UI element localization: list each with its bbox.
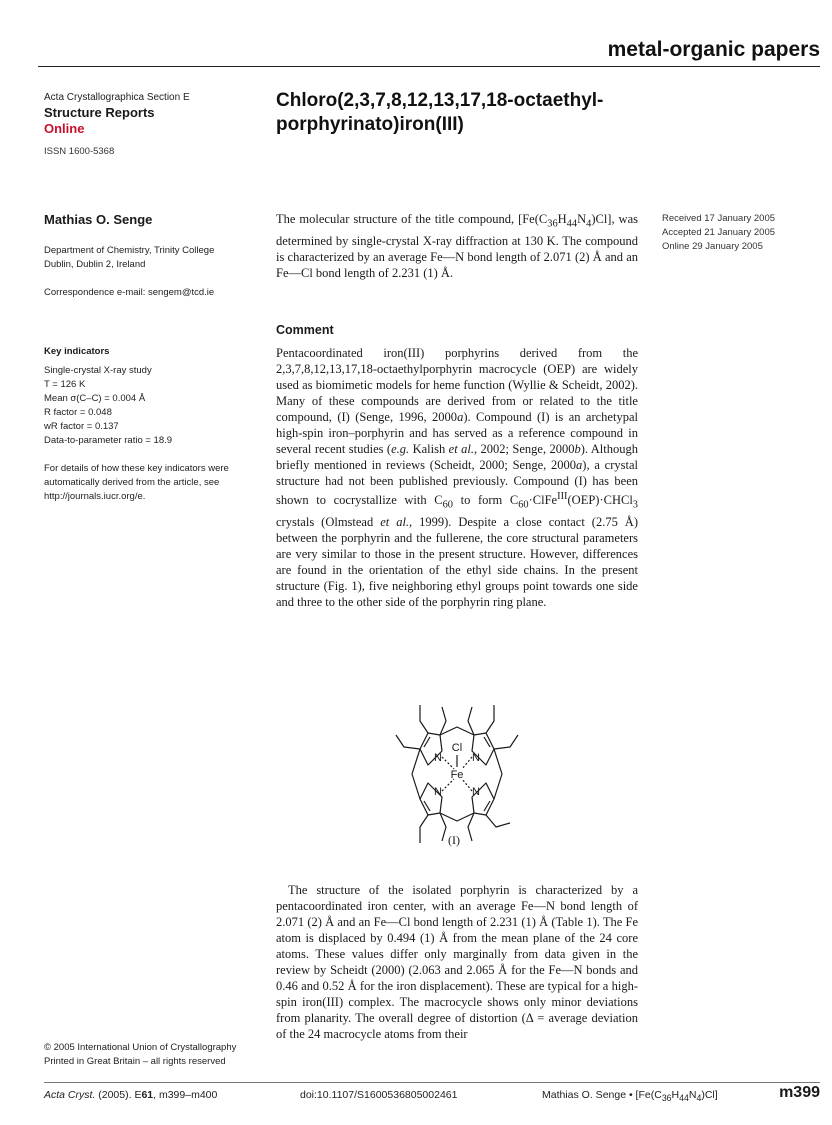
comment-heading: Comment bbox=[276, 323, 334, 337]
structure-paragraph: The structure of the isolated porphyrin is characterized by a pentacoordinated iron center, with an average Fe—N bond length of 2.071 (2) Å and an Fe—Cl bond length of 2.231 (1) Å (Table 1). The Fe atom is displaced by 0.494 (1) Å from the mean plane of the 24 core atoms. These values differ only marginally from data given in the review by Scheidt (2000) (2.063 and 2.065 Å for the Fe—N bonds and 0.46 and 0.52 Å for the iron displacement). These are typical for a high-spin iron(III) complex. The macrocycle shows only minor deviations from planarity. The overall degree of distortion (Δ = average deviation of the 24 macrocycle atoms from their bbox=[276, 883, 638, 1041]
paper-title-line2: porphyrinato)iron(III) bbox=[276, 114, 464, 135]
atom-fe: Fe bbox=[450, 769, 464, 781]
author-affiliation bbox=[44, 244, 259, 272]
abstract: The molecular structure of the title compound, $[Fe(C_{36}H_{44}N_4)Cl]$, was determined by single-crystal X-ray diffraction at 130 K. The compound is characterized by an average Fe—N bond length of 2.071 (2) Å and an Fe—Cl bond length of 2.231 (1) Å. bbox=[276, 212, 638, 280]
atom-n4: N bbox=[472, 786, 480, 798]
date-received: Received 17 January 2005 bbox=[662, 213, 776, 224]
footer-citation: Acta Cryst. (2005). E61, m399–m400 bbox=[44, 1089, 218, 1101]
footer-authors: Mathias O. Senge • $[Fe(C_{36}H_{44}N_4)Cl]$ bbox=[542, 1089, 718, 1104]
date-online: Online 29 January 2005 bbox=[662, 241, 763, 252]
atom-cl: Cl bbox=[451, 742, 463, 754]
ki-temperature: T = 126 K bbox=[44, 379, 86, 390]
affiliation-line2: Dublin, Dublin 2, Ireland bbox=[44, 259, 146, 270]
comment-body: Pentacoordinated iron(III) porphyrins derived from the 2,3,7,8,12,13,17,18-octaethylporphyrin macrocycle (OEP) are widely used as biomimetic models for heme function (Wyllie & Scheidt, 2002). Many of these compounds are derived from or related to the title compound, (I) (Senge, 1996, 2000a). Compound (I) is an archetypal high-spin iron–porphyrin and has served as a reference compound in several recent studies (e.g. Kalish et al., 2002; Senge, 2000b). Although briefly mentioned in reviews (Scheidt, 2000; Senge, 2000a), a crystal structure had not been published previously. Compound (I) has been shown to cocrystallize with $C_{60}$ to form $C_{60}\cdot ClFe^{III}(OEP)\cdot CHCl_3$ crystals (Olmstead et al., 1999). Despite a close contact (2.75 Å) between the porphyrin and the fullerene, the core structural parameters are very similar to those in the present structure. However, differences are found in the orientation of the ethyl side chains. In the present structure (Fig. 1), five neighboring ethyl groups point towards one side and three to the other side of the porphyrin ring plane. bbox=[276, 346, 639, 609]
copyright bbox=[44, 1041, 259, 1069]
article-dates bbox=[662, 212, 775, 254]
porphyrin-structure-drawing bbox=[376, 687, 538, 847]
key-indicators-heading: Key indicators bbox=[44, 346, 110, 357]
footer-doi[interactable]: doi:10.1107/S1600536805002461 bbox=[300, 1089, 458, 1101]
ethyl-left-top bbox=[396, 735, 420, 749]
journal-online: Online bbox=[44, 121, 85, 136]
key-indicators-note: For details of how these key indicators were automatically derived from the article, see http://journals.iucr.org/e. bbox=[44, 463, 229, 502]
paper-title bbox=[276, 89, 656, 137]
atom-n2: N bbox=[472, 752, 480, 764]
atom-n1: N bbox=[434, 752, 442, 764]
affiliation-line1: Department of Chemistry, Trinity College bbox=[44, 245, 215, 256]
figure-label: (I) bbox=[448, 833, 460, 847]
journal-sub-title: Structure Reports bbox=[44, 105, 155, 120]
date-accepted: Accepted 21 January 2005 bbox=[662, 227, 776, 238]
journal-title-block bbox=[44, 105, 259, 137]
author-name: Mathias O. Senge bbox=[44, 212, 153, 227]
atom-n3: N bbox=[434, 786, 442, 798]
key-indicators-list bbox=[44, 364, 259, 448]
ki-mean-sigma: Mean σ(C–C) = 0.004 Å bbox=[44, 393, 146, 404]
ki-r-factor: R factor = 0.048 bbox=[44, 407, 112, 418]
journal-name: Acta Crystallographica Section E bbox=[44, 92, 190, 103]
copyright-line2: Printed in Great Britain – all rights reserved bbox=[44, 1056, 226, 1067]
molecule-figure bbox=[376, 687, 538, 847]
ki-data-ratio: Data-to-parameter ratio = 18.9 bbox=[44, 435, 173, 446]
footer-rule bbox=[44, 1082, 820, 1083]
ki-study: Single-crystal X-ray study bbox=[44, 365, 152, 376]
section-header-title: metal-organic papers bbox=[607, 38, 820, 61]
issn: ISSN 1600-5368 bbox=[44, 146, 115, 157]
header-rule bbox=[38, 66, 820, 67]
correspondence-email[interactable]: Correspondence e-mail: sengem@tcd.ie bbox=[44, 287, 215, 298]
paper-title-line1: Chloro(2,3,7,8,12,13,17,18-octaethyl- bbox=[276, 90, 604, 111]
page-number: m399 bbox=[779, 1084, 820, 1101]
copyright-line1: © 2005 International Union of Crystallography bbox=[44, 1042, 237, 1053]
ki-wr-factor: wR factor = 0.137 bbox=[44, 421, 119, 432]
